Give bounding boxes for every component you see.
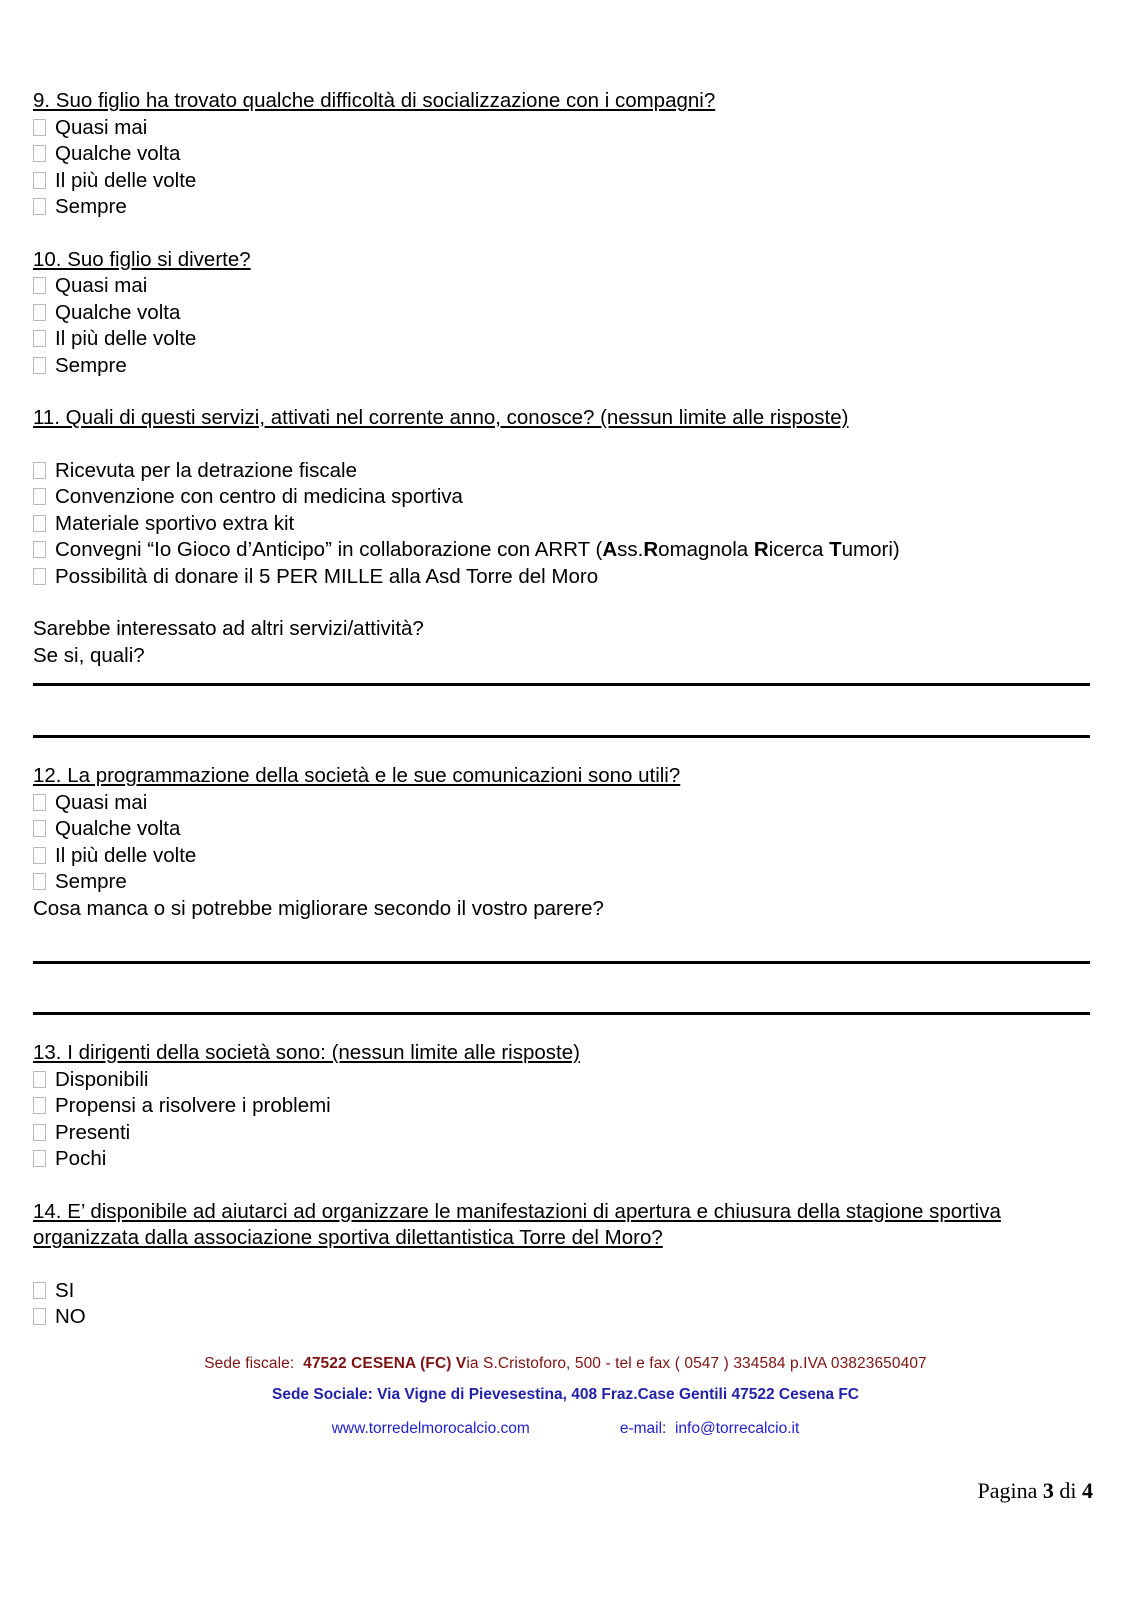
question-11-followup-0: Sarebbe interessato ad altri servizi/attività? xyxy=(33,617,424,640)
option-label: Quasi mai xyxy=(55,115,148,139)
question-13-title: 13. I dirigenti della società sono: (nessun limite alle risposte) xyxy=(33,1041,580,1064)
option-label: Il più delle volte xyxy=(55,327,197,350)
question-11-option-0[interactable] xyxy=(33,458,1093,485)
answer-rule-1 xyxy=(33,683,1090,686)
question-12-option-2[interactable] xyxy=(33,843,1093,870)
checkbox-icon[interactable] xyxy=(33,462,46,479)
question-12-block xyxy=(33,763,1093,922)
answer-rule-2 xyxy=(33,735,1090,738)
checkbox-icon[interactable] xyxy=(33,1124,46,1141)
question-12-followup-0: Cosa manca o si potrebbe migliorare secondo il vostro parere? xyxy=(33,896,604,920)
option-label: Qualche volta xyxy=(55,817,181,840)
question-11-followup-1: Se si, quali? xyxy=(33,643,145,667)
option-label: Quasi mai xyxy=(55,790,148,814)
convegni-text-pre: Convegni “Io Gioco d’Anticipo” in collaborazione con ARRT ( xyxy=(55,538,603,561)
spacer xyxy=(33,221,1093,247)
option-label: Presenti xyxy=(55,1120,131,1144)
question-13-option-1[interactable] xyxy=(33,1093,1093,1120)
questionnaire-body xyxy=(33,88,1093,669)
page-number-current: 3 xyxy=(1042,1478,1054,1503)
checkbox-icon[interactable] xyxy=(33,847,46,864)
checkbox-icon[interactable] xyxy=(33,1071,46,1088)
footer-contacts xyxy=(0,1420,1131,1438)
checkbox-icon[interactable] xyxy=(33,568,46,585)
spacer xyxy=(33,379,1093,405)
question-10-option-1[interactable] xyxy=(33,300,1093,327)
convegni-text-4: umori) xyxy=(841,538,900,561)
page-number-middle: di xyxy=(1059,1478,1077,1503)
footer-fiscal-label: Sede fiscale: xyxy=(204,1355,295,1372)
option-label: Sempre xyxy=(55,353,127,377)
spacer xyxy=(33,590,1093,616)
checkbox-icon[interactable] xyxy=(33,794,46,811)
checkbox-icon[interactable] xyxy=(33,873,46,890)
convegni-bold-t: T xyxy=(829,538,842,561)
spacer xyxy=(33,1173,1093,1199)
answer-rule-3 xyxy=(33,961,1090,964)
option-label: Materiale sportivo extra kit xyxy=(55,511,295,535)
question-13-14-block xyxy=(33,1040,1093,1331)
question-14-option-no[interactable] xyxy=(33,1304,1093,1331)
page-number-prefix: Pagina xyxy=(977,1478,1038,1503)
checkbox-icon[interactable] xyxy=(33,1282,46,1299)
checkbox-icon[interactable] xyxy=(33,1308,46,1325)
checkbox-icon[interactable] xyxy=(33,541,46,558)
question-9-option-2[interactable] xyxy=(33,168,1093,195)
footer-fiscal-bold: 47522 CESENA (FC) V xyxy=(303,1355,467,1372)
question-13-option-2[interactable] xyxy=(33,1120,1093,1147)
convegni-text-1: ss. xyxy=(617,538,644,561)
option-label: Il più delle volte xyxy=(55,843,197,867)
option-label: Quasi mai xyxy=(55,274,148,297)
convegni-text-2: omagnola xyxy=(658,538,754,561)
question-14-option-si[interactable] xyxy=(33,1278,1093,1305)
question-12-option-1[interactable] xyxy=(33,816,1093,843)
option-label: Propensi a risolvere i problemi xyxy=(55,1094,331,1117)
checkbox-icon[interactable] xyxy=(33,515,46,532)
checkbox-icon[interactable] xyxy=(33,1097,46,1114)
question-9-option-1[interactable] xyxy=(33,141,1093,168)
option-label: Il più delle volte xyxy=(55,168,197,192)
convegni-bold-r1: R xyxy=(643,538,659,561)
checkbox-icon[interactable] xyxy=(33,330,46,347)
question-12-option-0[interactable] xyxy=(33,790,1093,817)
spacer xyxy=(33,1252,1093,1278)
question-11-option-1[interactable] xyxy=(33,484,1093,511)
page-number-total: 4 xyxy=(1082,1478,1093,1503)
checkbox-icon[interactable] xyxy=(33,1150,46,1167)
spacer xyxy=(33,432,1093,458)
convegni-bold-a: A xyxy=(602,538,618,561)
footer-website-link[interactable]: www.torredelmorocalcio.com xyxy=(331,1420,530,1437)
question-11-option-3[interactable] xyxy=(33,537,1093,564)
question-11-option-4[interactable] xyxy=(33,564,1093,591)
question-14-title-line-1: 14. E’ disponibile ad aiutarci ad organizzare le manifestazioni di apertura e chiusura della stagione sportiva xyxy=(33,1199,1001,1223)
option-label: Disponibili xyxy=(55,1067,149,1091)
question-13-option-0[interactable] xyxy=(33,1067,1093,1094)
checkbox-icon[interactable] xyxy=(33,277,46,294)
checkbox-icon[interactable] xyxy=(33,119,46,136)
answer-rule-4 xyxy=(33,1012,1090,1015)
convegni-bold-r2: R xyxy=(753,538,769,561)
question-11-option-2[interactable] xyxy=(33,511,1093,538)
option-label: Ricevuta per la detrazione fiscale xyxy=(55,458,357,482)
option-label xyxy=(55,537,900,564)
question-13-option-3[interactable] xyxy=(33,1146,1093,1173)
option-label: Convenzione con centro di medicina sportiva xyxy=(55,485,463,508)
question-10-option-0[interactable] xyxy=(33,273,1093,300)
option-label: Pochi xyxy=(55,1147,107,1170)
footer-social-address: Sede Sociale: Via Vigne di Pievesestina, 408 Fraz.Case Gentili 47522 Cesena FC xyxy=(272,1386,859,1403)
option-label: Sempre xyxy=(55,870,127,893)
page-number xyxy=(977,1478,1093,1504)
question-9-option-0[interactable] xyxy=(33,115,1093,142)
question-14-title-line-2: organizzata dalla associazione sportiva dilettantistica Torre del Moro? xyxy=(33,1226,663,1249)
footer-email-link[interactable]: info@torrecalcio.it xyxy=(674,1420,800,1437)
option-label: SI xyxy=(55,1278,75,1302)
question-10-title: 10. Suo figlio si diverte? xyxy=(33,247,251,271)
footer-fiscal-address xyxy=(0,1355,1131,1373)
checkbox-icon[interactable] xyxy=(33,357,46,374)
question-11-title: 11. Quali di questi servizi, attivati nel corrente anno, conosce? (nessun limite alle risposte) xyxy=(33,406,849,429)
footer-fiscal-rest: ia S.Cristoforo, 500 - tel e fax ( 0547 ) 334584 p.IVA 03823650407 xyxy=(466,1355,927,1372)
question-9-title: 9. Suo figlio ha trovato qualche difficoltà di socializzazione con i compagni? xyxy=(33,89,716,112)
option-label: Qualche volta xyxy=(55,300,181,324)
checkbox-icon[interactable] xyxy=(33,488,46,505)
question-12-option-3[interactable] xyxy=(33,869,1093,896)
question-10-option-2[interactable] xyxy=(33,326,1093,353)
checkbox-icon[interactable] xyxy=(33,198,46,215)
checkbox-icon[interactable] xyxy=(33,145,46,162)
question-12-title: 12. La programmazione della società e le sue comunicazioni sono utili? xyxy=(33,764,681,787)
question-14-title xyxy=(33,1199,1093,1252)
question-9-option-3[interactable] xyxy=(33,194,1093,221)
checkbox-icon[interactable] xyxy=(33,172,46,189)
footer-email-label: e-mail: xyxy=(619,1420,667,1437)
option-label: Qualche volta xyxy=(55,142,181,165)
checkbox-icon[interactable] xyxy=(33,820,46,837)
option-label: NO xyxy=(55,1305,86,1328)
convegni-text-3: icerca xyxy=(768,538,830,561)
option-label: Possibilità di donare il 5 PER MILLE alla Asd Torre del Moro xyxy=(55,564,599,588)
question-10-option-3[interactable] xyxy=(33,353,1093,380)
option-label: Sempre xyxy=(55,195,127,218)
checkbox-icon[interactable] xyxy=(33,304,46,321)
